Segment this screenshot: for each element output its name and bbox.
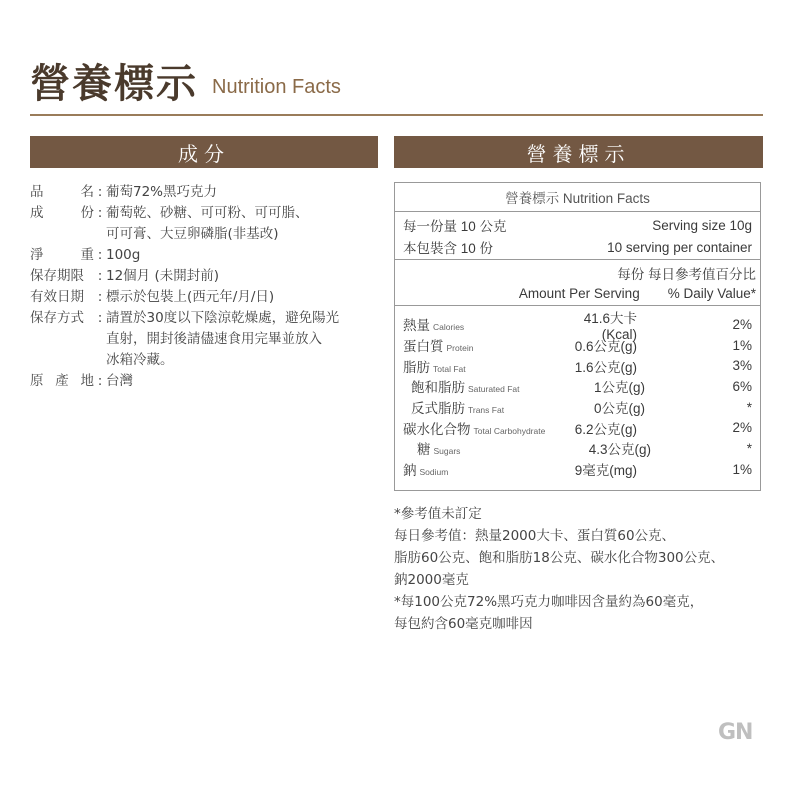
page-subtitle: Nutrition Facts <box>212 76 341 98</box>
nutrient-row <box>403 459 752 480</box>
column-headers <box>395 260 760 306</box>
nutrient-name-zh: 糖 <box>417 442 431 458</box>
serving-info <box>395 212 760 260</box>
servings-count-en: 10 serving per container <box>607 239 752 255</box>
ingredient-continuation: 直射，開封後請儘速食用完畢並放入 <box>106 331 322 347</box>
ingredient-label: 原 產 地 <box>30 373 94 389</box>
ingredient-continuation: 可可膏、大豆卵磷脂(非基改) <box>106 226 279 242</box>
nutrient-name-zh: 脂肪 <box>403 359 430 375</box>
nutrient-name-en: Sugars <box>433 446 461 457</box>
brand-logo: GN <box>718 720 753 745</box>
nutrient-name-en: Sodium <box>419 467 449 478</box>
nutrient-value: 9毫克(mg) <box>574 463 637 479</box>
ingredient-row-shelf-life: 保存期限 : 12個月 (未開封前) <box>30 266 390 287</box>
column-header-dv: % Daily Value* <box>667 285 756 301</box>
footnote-line: 鈉2000毫克 <box>394 572 469 588</box>
nutrition-header-label: 營養標示 <box>526 141 631 166</box>
nutrient-name-en: Saturated Fat <box>468 384 520 395</box>
ingredient-value: 100g <box>106 247 141 263</box>
nutrient-dv: 6% <box>732 378 752 394</box>
nutrient-name-en: Calories <box>433 322 465 333</box>
ingredient-label: 淨 重 <box>30 247 94 263</box>
footnote-line: 脂肪60公克、飽和脂肪18公克、碳水化合物300公克、 <box>394 550 725 566</box>
ingredient-row-storage: 保存方式 : 請置於30度以下陰涼乾燥處，避免陽光 <box>30 308 390 329</box>
ingredient-label: 保存方式 <box>30 310 84 326</box>
nutrient-dv: * <box>746 399 752 415</box>
ingredient-label: 成 份 <box>30 205 94 221</box>
nutrient-row <box>403 355 752 376</box>
nutrient-name-en: Total Fat <box>433 363 466 374</box>
ingredient-value: 葡萄72%黑巧克力 <box>106 184 218 200</box>
nutrient-dv: 2% <box>732 316 752 332</box>
ingredient-label: 保存期限 <box>30 268 84 284</box>
nutrient-value: 4.3公克(g) <box>588 442 651 458</box>
ingredient-label: 有效日期 <box>30 289 84 305</box>
serving-size-zh: 每一份量 10 公克 <box>403 219 507 234</box>
footnotes <box>394 503 774 635</box>
ingredient-row-origin: 原 產 地 : 台灣 <box>30 371 390 392</box>
ingredient-row-weight: 淨 重 : 100g <box>30 245 390 266</box>
ingredient-value: 12個月 (未開封前) <box>106 268 220 284</box>
column-header-amount: Amount Per Serving <box>518 285 640 301</box>
ingredient-continuation: 冰箱冷藏。 <box>106 352 174 368</box>
ingredient-value: 標示於包裝上(西元年/月/日) <box>106 289 275 305</box>
panel-heading: 營養標示 Nutrition Facts <box>395 183 760 212</box>
ingredient-row-name: 品 名 : 葡萄72%黑巧克力 <box>30 182 390 203</box>
nutrient-row <box>403 438 752 459</box>
nutrient-name-zh: 鈉 <box>403 463 417 479</box>
servings-count-zh: 本包裝含 10 份 <box>403 241 494 256</box>
nutrient-row <box>403 310 752 342</box>
ingredient-row-contents: 成 份 : 葡萄乾、砂糖、可可粉、可可脂、 <box>30 203 390 224</box>
ingredients-header-label: 成分 <box>178 141 230 166</box>
ingredient-value: 台灣 <box>106 373 133 389</box>
ingredients-header-bar <box>30 136 378 168</box>
ingredient-label: 品 名 <box>30 184 94 200</box>
serving-size-en: Serving size 10g <box>652 217 752 233</box>
nutrient-dv: * <box>746 440 752 456</box>
nutrition-panel <box>394 182 761 491</box>
nutrient-value: 41.6大卡(Kcal) <box>583 310 637 342</box>
footnote-line: *每100公克72%黑巧克力咖啡因含量約為60毫克， <box>394 594 704 610</box>
nutrient-name-en: Total Carbohydrate <box>473 425 546 436</box>
nutrient-value: 0.6公克(g) <box>574 339 637 355</box>
ingredient-value: 葡萄乾、砂糖、可可粉、可可脂、 <box>106 205 309 221</box>
nutrient-name-en: Trans Fat <box>468 405 505 416</box>
nutrient-row <box>403 417 752 438</box>
nutrient-row <box>403 335 752 356</box>
nutrient-list <box>395 306 760 480</box>
nutrient-value: 0公克(g) <box>593 401 645 417</box>
ingredient-value: 請置於30度以下陰涼乾燥處，避免陽光 <box>106 310 340 326</box>
title-divider <box>30 114 763 116</box>
nutrient-row <box>403 376 752 397</box>
nutrition-header-bar <box>394 136 763 168</box>
nutrient-name-zh: 飽和脂肪 <box>411 380 465 396</box>
ingredient-row-expiry: 有效日期 : 標示於包裝上(西元年/月/日) <box>30 287 390 308</box>
nutrient-value: 1公克(g) <box>593 380 645 396</box>
nutrient-name-en: Protein <box>446 343 474 354</box>
footnote-line: 每日參考值：熱量2000大卡、蛋白質60公克、 <box>394 528 676 544</box>
nutrient-row <box>403 397 752 418</box>
footnote-line: *參考值未訂定 <box>394 506 482 522</box>
nutrient-name-zh: 反式脂肪 <box>411 401 465 417</box>
page-title: 營養標示 <box>30 60 198 107</box>
ingredients-list <box>30 182 390 392</box>
nutrient-value: 1.6公克(g) <box>574 359 637 375</box>
nutrient-name-zh: 蛋白質 <box>403 339 444 355</box>
nutrient-dv: 1% <box>732 461 752 477</box>
nutrient-dv: 1% <box>732 337 752 353</box>
footnote-line: 每包約含60毫克咖啡因 <box>394 616 533 632</box>
column-header-zh: 每份 每日參考值百分比 <box>617 267 756 282</box>
nutrient-dv: 2% <box>732 420 752 436</box>
nutrient-name-zh: 碳水化合物 <box>403 421 471 437</box>
nutrient-dv: 3% <box>732 358 752 374</box>
nutrient-value: 6.2公克(g) <box>574 421 637 437</box>
nutrient-name-zh: 熱量 <box>403 318 430 334</box>
